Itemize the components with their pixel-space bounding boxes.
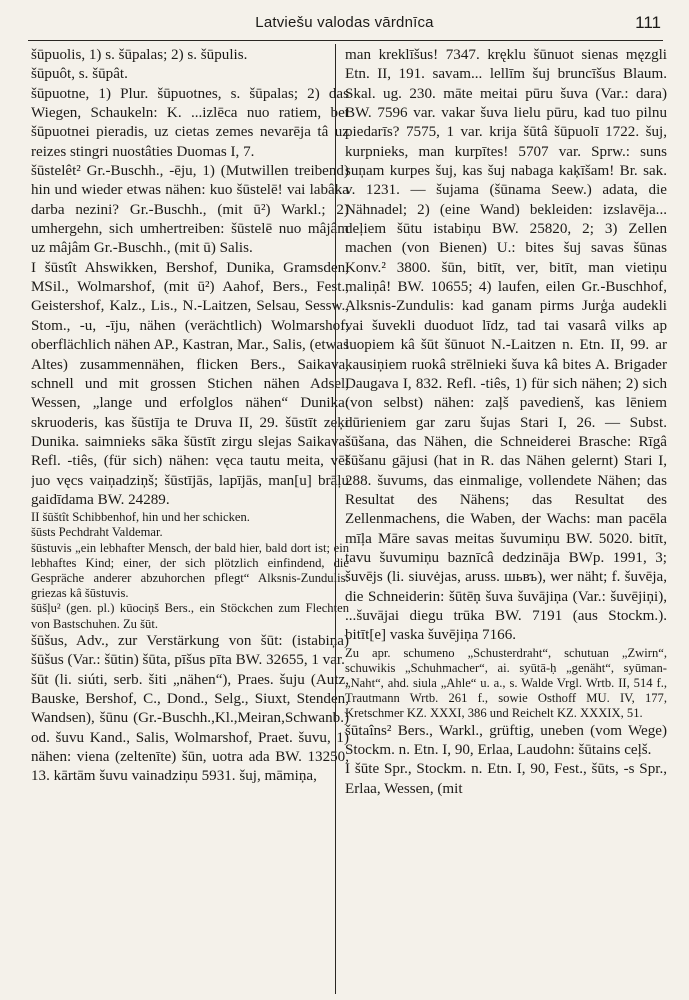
etymology-note: Zu apr. schumeno „Schusterdraht“, schutuan „Zwirn“, schuwikis „Schuhmacher“, ai. syūtā-ḥ „genäht“, syūman- „Naht“, ahd. siula „Ahle“ u. a., s. Walde Vrgl. Wrtb. II, 514 f., Trautmann Wrtb. 261 f., sowie Osthoff MU. IV, 177, Kretschmer KZ. XXXI, 386 und Reichelt KZ. XXXIX, 51.	[345, 645, 667, 721]
entry-sut-continued: man kreklīšus! 7347. kręklu šūnuot sienas męzgli Etn. II, 191. savam... lellīm šuj bruncīšus Blaum. Skal. ug. 230. māte meitai pūru šuva (Var.: dara) BW. 7596 var. vakar šuva lielu pūru, kad tuo pilnu piedarīs? 7575, 1 var. krija šūtâ šūpuolī 1722. šuj, kurpnieks, man kurpītes! 5707 var. Sprw.: suns suņam kurpes šuj, kas šuj nabaga kaķīšam! Br. sak. v. 1231. — šujama (šūnama Seew.) adata, die Nähnadel; 2) (eine Wand) bekleiden: izslavēja... deļiem šūtu istabiņu BW. 25820, 2; 3) Zellen machen (von Bienen) U.: bites šuj savas šūnas Konv.² 3800. šūn, bitīt, ver, bitīt, man vietiņu maliņâ! BW. 10655; 4) laufen, eilen Gr.-Buschhof, Alksnis-Zundulis: kad ganam pirms Jurģa audekli vai šuvekli duoduot līdz, tad tai vasarâ vilks ap luopiem kâ šūt šūnuot N.-Laitzen n. Etn. II, 99. ar kausiņiem ruokâ strēlnieki šuva kâ bites A. Brigader Daugava I, 832. Refl. -tiês, 1) für sich nähen; 2) sich (von selbst) nähen: zaļš pavedienš, kas lēniem dūrieniem gar zaru šujas Stari I, 26. — Subst. šūšana, das Nähen, die Schneiderei Brasche: Rīgâ šūšanu gājusi (hat in R. das Nähen gelernt) Stari I, 288. šuvums, das einmalige, vollendete Nähen; das Resultat des Nähens; das Resultat des Zellenmachens, die Waben, der Wachs: man pacēla mīļa Māre savas meitas šuvumiņu BW. 5020. bitīt, tavu šuvumiņu baznīcâ dedzināja BWp. 1991, 3; šuvējs (li. siuvėjas, aruss. шьвъ), wer näht; f. šuvēja, die Schneiderin: šūtēņ šuva šuvājiņa (Var.: šuvējiņi), ...šuvājai diegu trūka BW. 7191 (aus Stockm.). bitīt[e] vaska šuvējiņa 7166.	[345, 47, 667, 644]
header-rule	[28, 40, 663, 41]
entry-sustelet: šūstelêt² Gr.-Buschh., -ēju, 1) (Mutwillen treibend) hin und wieder etwas nähen: kuo šūstelē! vai labâka darba nezini? Gr.-Buschh., (mit ū²) Warkl.; 2) umhergehn, sich umhertreiben: šūstelē nuo mâjâm uz mâjâm Gr.-Buschh., (mit ū) Salis.	[31, 163, 349, 257]
entry-supuot: šūpuôt, s. šūpât.	[31, 66, 128, 83]
entry-supuotne: šūpuotne, 1) Plur. šūpuotnes, s. šūpalas; 2) das Wiegen, Schaukeln: K. ...izlēca nuo ratiem, bet šūpuotnei pieradis, uz cietas zemes nevarēja tâ uz reizes stingri nuostâties Duomas I, 7.	[31, 85, 349, 160]
entry-sustit-2: II šūštît Schibbenhof, hin und her schicken.	[31, 510, 250, 525]
entry-susts: šūsts Pechdraht Valdemar.	[31, 525, 163, 540]
entry-sustuvis: šūstuvis „ein lebhafter Mensch, der bald hier, bald dort ist; ein lebhaftes Kind; einer, der sich plötzlich einfindend, die Gespräche anderer abzuhorchen pflegt“ Alksnis-Zundulis: griezas kâ šūstuvis.	[31, 540, 349, 601]
entry-susus: šūšus, Adv., zur Verstärkung von šūt: (istabiņa) šūšus (Var.: šūtin) šūta, pīšus pīta BW. 32655, 1 var.	[31, 632, 349, 669]
entry-sute: I šūte Spr., Stockm. n. Etn. I, 90, Fest., šūts, -s Spr., Erlaa, Wessen, (mit	[345, 761, 667, 797]
right-column	[345, 46, 667, 994]
entry-sut: šūt (li. siúti, serb. šiti „nähen“), Praes. šuju (Autz, Bauske, Bershof, C., Dond., Selg., Siuxt, Stenden, Wandsen), šūnu (Gr.-Buschh.,Kl.,Meiran,Schwanb.) od. šuvu Kand., Salis, Wolmarshof, Praet. šuvu, 1) nähen: viena (zeltenīte) šūn, uotra ada BW. 13250, 13. kārtām šuvu vainadziņu 5931. šuj, māmiņa,	[31, 671, 349, 785]
running-title: Latviešu valodas vārdnīca	[255, 14, 434, 31]
left-column	[31, 46, 349, 994]
page-header	[0, 0, 689, 52]
entry-sutains: šūtaîns² Bers., Warkl., grüftig, uneben (vom Wege) Stockm. n. Etn. I, 90, Erlaa, Laudohn: šūtains ceļš.	[345, 722, 667, 759]
column-divider	[335, 44, 336, 994]
entry-supuolis: šūpuolis, 1) s. šūpalas; 2) s. šūpulis.	[31, 47, 248, 63]
entry-sustit-1: I šūstît Ahswikken, Bershof, Dunika, Gramsden, MSil., Wolmarshof, (mit ū²) Aahof, Bers., Fest., Geistershof, Kalz., Lis., N.-Laitzen, Selsau, Sessw., Stom., -u, -īju, nähen (verächtlich) Wolmarshof, oberflächlich nähen AP., Kastran, Mar., Salis, (etwas Altes) zusammennähen, flicken Bers., Saikava, schnell und mit grossen Stichen nähen Adsel, Wessen, „lange und erfolglos nähen“ Dunika: skruoderis, kas šūstīja te Druva II, 29. šūstīt zeķi Dunika. saimnieks sāka šūstīt zirgu slejas Saikava. Refl. -tiês, (für sich) nähen: vęca tautu meita, vēl juo vęcs vaiņadziņš; šūstījās, lapījās, man[u] brāļu gaidīdama BW. 24289.	[31, 259, 349, 508]
entry-suslu: šūšļu² (gen. pl.) kūociņš Bers., ein Stöckchen zum Flechten von Bastschuhen. Zu šūt.	[31, 601, 349, 631]
page-number: 111	[635, 13, 661, 32]
